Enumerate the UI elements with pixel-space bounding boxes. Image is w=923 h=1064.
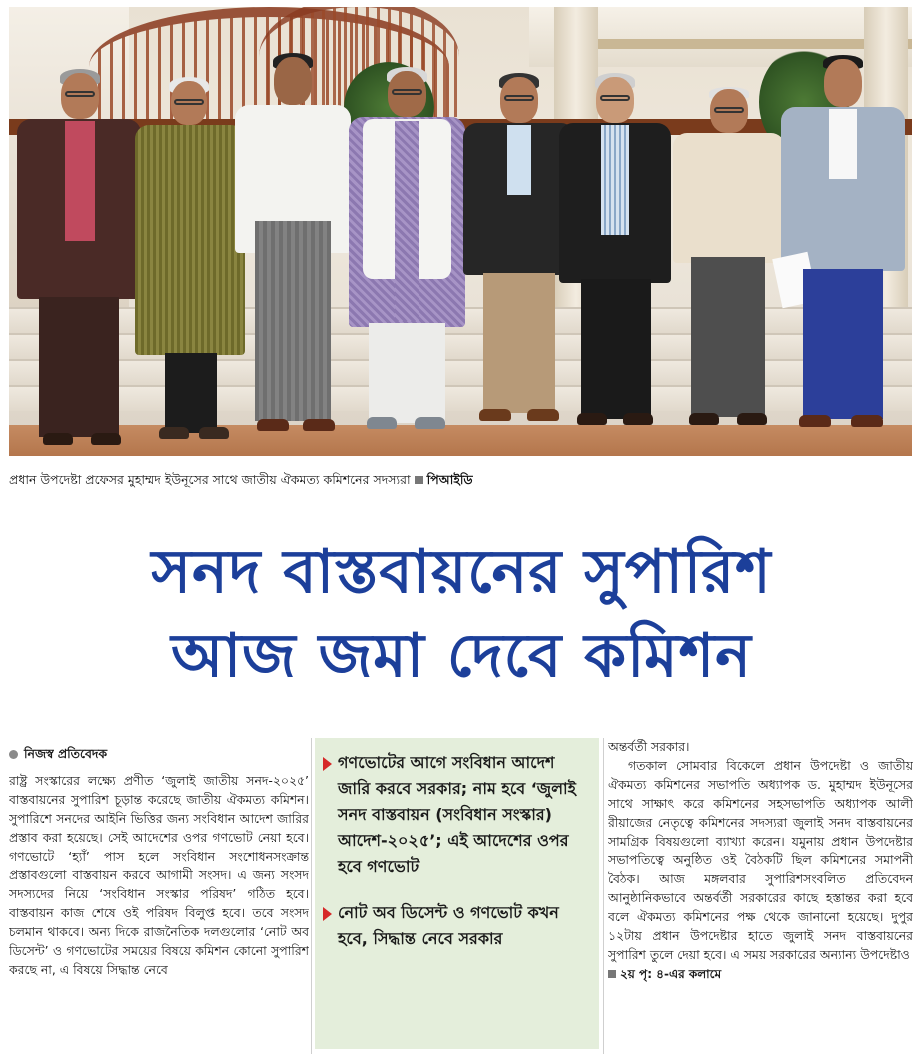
news-photo (9, 7, 912, 456)
highlight-text: গণভোটের আগে সংবিধান আদেশ জারি করবে সরকার; নাম হবে ‘জুলাই সনদ বাস্তবায়ন (সংবিধান সংস্কার) আদেশ-২০২৫’; এই আদেশের ওপর হবে গণভোট (338, 753, 577, 876)
caption-text: প্রধান উপদেষ্টা প্রফেসর মুহাম্মদ ইউনূসের সাথে জাতীয় ঐকমত্য কমিশনের সদস্যরা (9, 472, 411, 487)
column-divider (311, 738, 312, 1054)
highlight-item (323, 900, 589, 952)
byline (9, 745, 309, 764)
article-lead-line: অন্তর্বর্তী সরকার। (608, 739, 690, 754)
highlight-item (323, 750, 589, 880)
headline (0, 530, 923, 698)
photo-person (669, 87, 789, 443)
photo-person (345, 67, 469, 452)
photo-person (131, 77, 249, 456)
caption-credit: পিআইডি (426, 472, 473, 487)
headline-line-1: সনদ বাস্তবায়নের সুপারিশ (151, 537, 772, 607)
highlight-box (315, 738, 599, 1049)
article-column-left (9, 745, 309, 1057)
red-triangle-icon (323, 757, 332, 771)
article-paragraph: রাষ্ট্র সংস্কারের লক্ষ্যে প্রণীত ‘জুলাই জাতীয় সনদ-২০২৫’ বাস্তবায়নের সুপারিশ চূড়ান্ত করেছে জাতীয় ঐকমত্য কমিশন। সুপারিশে সনদের আইনি ভিত্তির জন্য সংবিধান আদেশ জারির প্রস্তাব করা হয়েছে। সেই আদেশের ওপর গণভোট নেয়া হবে। গণভোটে ‘হ্যাঁ’ পাস হলে সংবিধান সংশোধনসংক্রান্ত প্রস্তাবগুলো বাস্তবায়ন করবে আগামী সংসদ। এ জন্য সংসদ সদস্যদের নিয়ে ‘সংবিধান সংস্কার পরিষদ’ গঠিত হবে। বাস্তবায়ন কাজ শেষে ওই পরিষদ বিলুপ্ত হবে। তবে সংসদ চলমান থাকবে। অন্য দিকে রাজনৈতিক দলগুলোর ‘নোট অব ডিসেন্ট’ ও গণভোটের সময়ের বিষয়ে কমিশন কোনো সুপারিশ করছে না, এ বিষয়ে সিদ্ধান্ত নেবে (9, 772, 309, 977)
red-triangle-icon (323, 907, 332, 921)
article-column-right (608, 738, 913, 1054)
photo-person (557, 73, 673, 445)
continued-text: ২য় পৃ: ৪-এর কলামে (620, 966, 722, 981)
highlight-text: নোট অব ডিসেন্ট ও গণভোট কখন হবে, সিদ্ধান্ত নেবে সরকার (338, 903, 559, 948)
continued-note (608, 965, 913, 984)
headline-line-2: আজ জমা দেবে কমিশন (171, 621, 752, 691)
bullet-dot-icon (9, 750, 18, 759)
photo-person (777, 55, 909, 445)
continued-marker-icon (608, 970, 616, 978)
caption-separator (415, 476, 423, 484)
photo-caption (9, 470, 912, 490)
column-divider (603, 738, 604, 1054)
photo-ceiling-band (569, 39, 912, 49)
byline-text: নিজস্ব প্রতিবেদক (24, 746, 108, 761)
article-paragraph: গতকাল সোমবার বিকেলে প্রধান উপদেষ্টা ও জাতীয় ঐকমত্য কমিশনের সভাপতি অধ্যাপক ড. মুহাম্মদ ইউনূসের সাথে সাক্ষাৎ করে কমিশনের সহসভাপতি অধ্যাপক আলী রীয়াজের নেতৃত্বে কমিশনের সদস্যরা জুলাই সনদ বাস্তবায়নের সামগ্রিক বিষয়গুলো ব্যাখ্যা করেন। যমুনায় প্রধান উপদেষ্টার সভাপতিত্বে অনুষ্ঠিত ওই বৈঠকটি ছিল কমিশনের সমাপনী বৈঠক। আজ মঙ্গলবার সুপারিশসংবলিত প্রতিবেদন আনুষ্ঠানিকভাবে অন্তর্বর্তী সরকারের কাছে হস্তান্তর করা হবে বলে ঐকমত্য কমিশনের পক্ষ থেকে জানানো হয়েছে। দুপুর ১২টায় প্রধান উপদেষ্টার হাতে জুলাই সনদ বাস্তবায়নের সুপারিশ তুলে দেয়া হবে। এ সময় সরকারের অন্যান্য উপদেষ্টাও (608, 757, 913, 962)
photo-person (233, 53, 353, 453)
photo-person (13, 67, 143, 456)
